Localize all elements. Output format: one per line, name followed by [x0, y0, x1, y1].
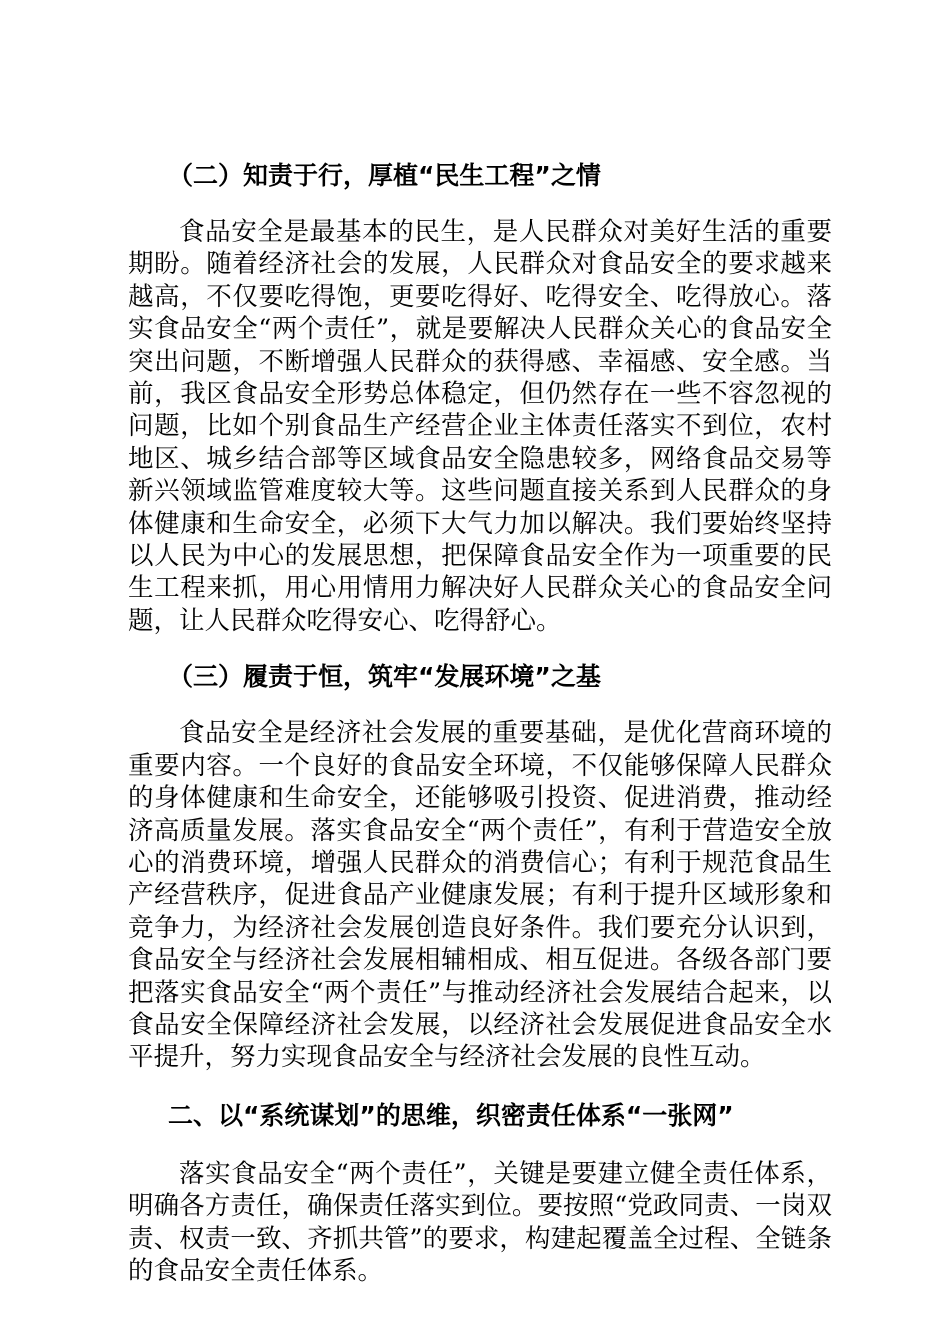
document-page: [128, 160, 832, 1287]
section-heading-3: （三）履责于恒，筑牢“发展环境”之基: [168, 662, 601, 692]
chapter-heading-2: 二、以“系统谋划”的思维，织密责任体系“一张网”: [168, 1100, 734, 1130]
chapter-paragraph-2: 落实食品安全“两个责任”，关键是要建立健全责任体系，明确各方责任，确保责任落实到位。要按照“党政同责、一岗双责、权责一致、齐抓共管”的要求，构建起覆盖全过程、全链条的食品安全责任体系。: [128, 1158, 832, 1286]
section-paragraph-2: 食品安全是最基本的民生，是人民群众对美好生活的重要期盼。随着经济社会的发展，人民群众对食品安全的要求越来越高，不仅要吃得饱，更要吃得好、吃得安全、吃得放心。落实食品安全“两个责任”，就是要解决人民群众关心的食品安全突出问题，不断增强人民群众的获得感、幸福感、安全感。当前，我区食品安全形势总体稳定，但仍然存在一些不容忽视的问题，比如个别食品生产经营企业主体责任落实不到位，农村地区、城乡结合部等区域食品安全隐患较多，网络食品交易等新兴领域监管难度较大等。这些问题直接关系到人民群众的身体健康和生命安全，必须下大气力加以解决。我们要始终坚持以人民为中心的发展思想，把保障食品安全作为一项重要的民生工程来抓，用心用情用力解决好人民群众关心的食品安全问题，让人民群众吃得安心、吃得舒心。: [128, 217, 832, 636]
section-paragraph-3: 食品安全是经济社会发展的重要基础，是优化营商环境的重要内容。一个良好的食品安全环境，不仅能够保障人民群众的身体健康和生命安全，还能够吸引投资、促进消费，推动经济高质量发展。落实食品安全“两个责任”，有利于营造安全放心的消费环境，增强人民群众的消费信心；有利于规范食品生产经营秩序，促进食品产业健康发展；有利于提升区域形象和竞争力，为经济社会发展创造良好条件。我们要充分认识到，食品安全与经济社会发展相辅相成、相互促进。各级各部门要把落实食品安全“两个责任”与推动经济社会发展结合起来，以食品安全保障经济社会发展，以经济社会发展促进食品安全水平提升，努力实现食品安全与经济社会发展的良性互动。: [128, 718, 832, 1073]
section-heading-2: （二）知责于行，厚植“民生工程”之情: [168, 161, 601, 190]
